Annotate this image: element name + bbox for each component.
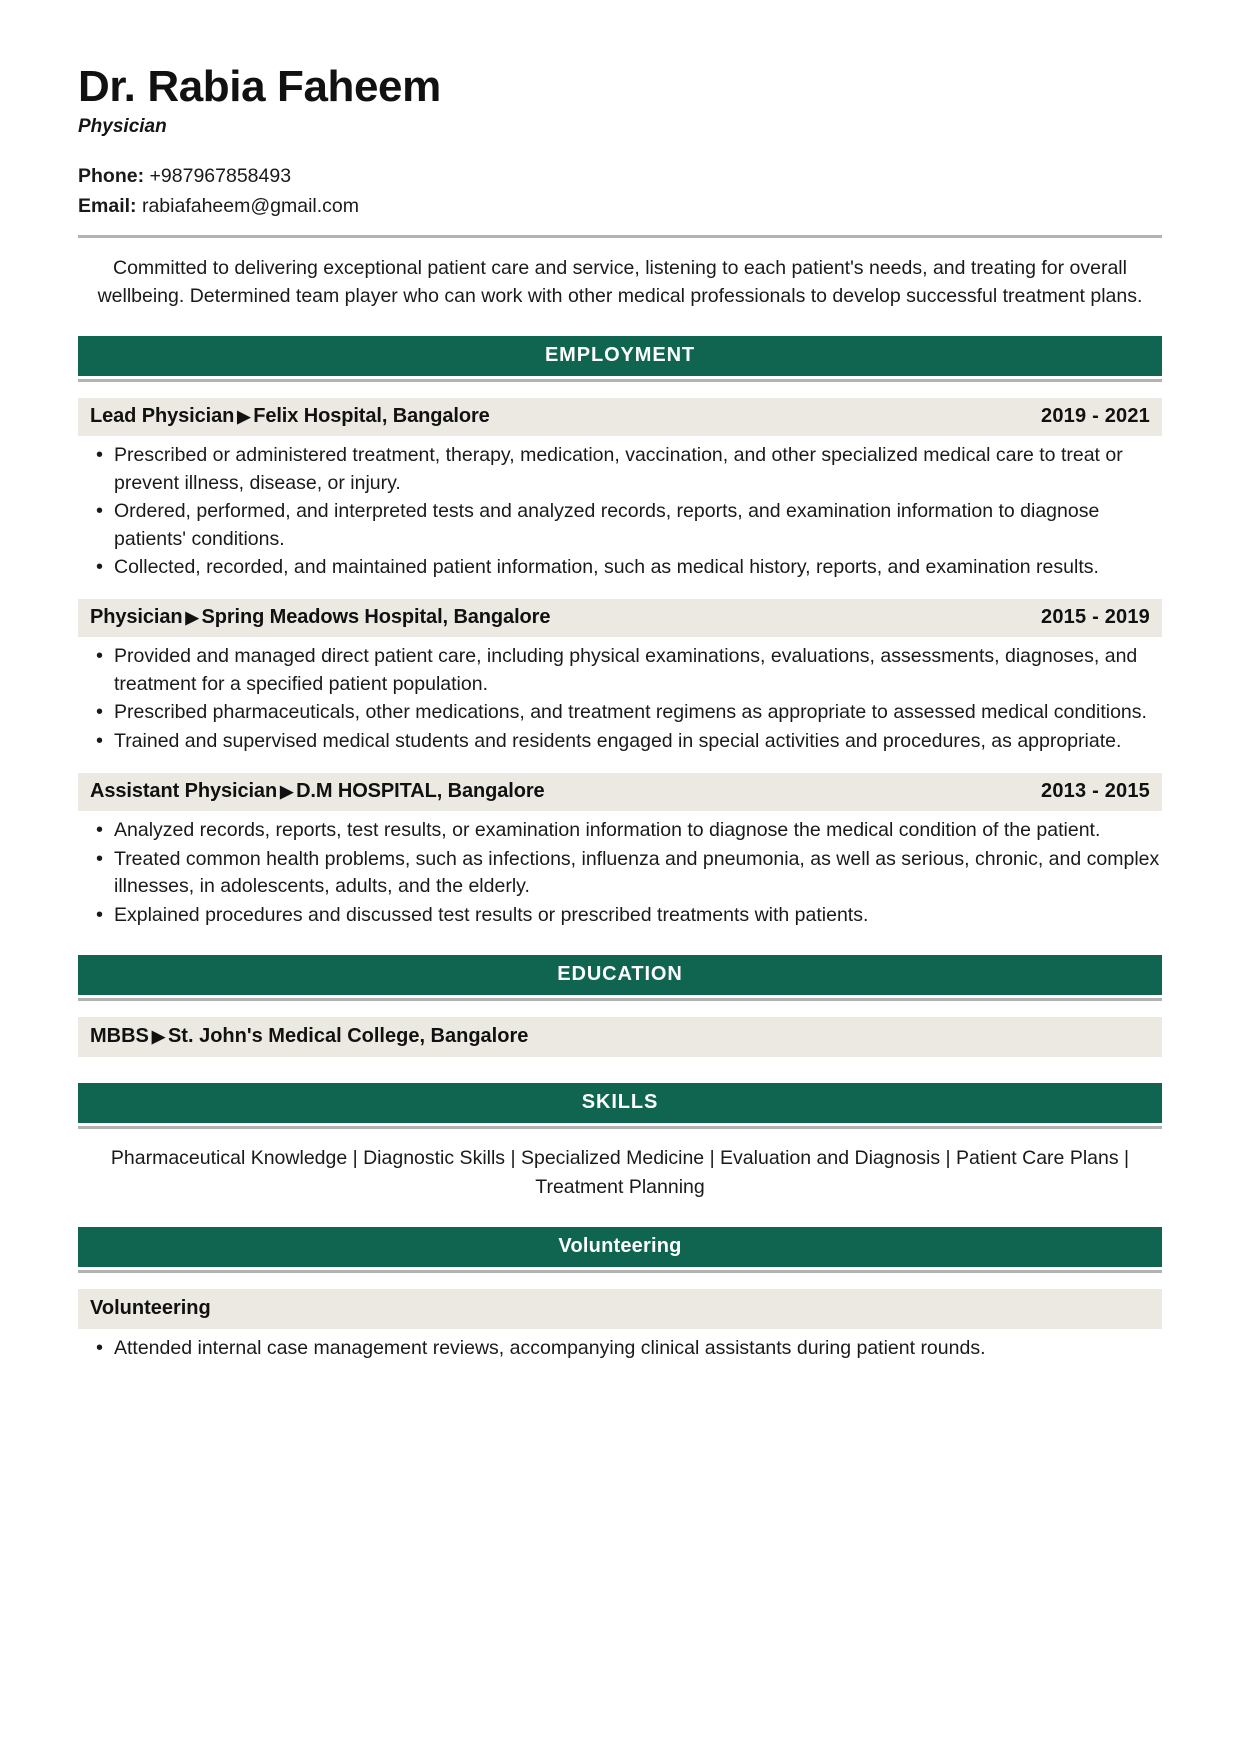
section-underline [78,1126,1162,1129]
triangle-right-icon: ▶ [237,407,251,427]
employment-org: D.M HOSPITAL, Bangalore [296,780,545,803]
list-item: • Explained procedures and discussed test results or prescribed treatments with patients. [78,902,1162,929]
employment-entry-header [78,773,1162,811]
employment-role: Assistant Physician [90,780,278,803]
employment-entry-title [90,606,550,629]
employment-bullet-list [78,442,1162,581]
section-heading-education: EDUCATION [78,955,1162,995]
candidate-name: Dr. Rabia Faheem [78,62,441,111]
phone-label: Phone: [78,165,145,188]
education-institution: St. John's Medical College, Bangalore [167,1025,529,1048]
employment-entry [78,599,1162,755]
employment-role: Lead Physician [90,405,235,428]
section-skills [78,1083,1162,1129]
triangle-right-icon: ▶ [185,608,199,628]
employment-org: Felix Hospital, Bangalore [253,405,490,428]
employment-dates: 2015 - 2019 [1041,606,1150,629]
list-item: • Prescribed pharmaceuticals, other medications, and treatment regimens as appropriate to assessed medical conditions. [78,699,1162,726]
section-heading-employment: EMPLOYMENT [78,336,1162,376]
employment-org: Spring Meadows Hospital, Bangalore [201,606,551,629]
employment-entry [78,398,1162,581]
list-item: • Collected, recorded, and maintained patient information, such as medical history, reports, and examination results. [78,554,1162,581]
section-heading-skills: SKILLS [78,1083,1162,1123]
employment-dates: 2013 - 2015 [1041,780,1150,803]
employment-bullet-list [78,643,1162,755]
section-education [78,955,1162,1001]
employment-entry-header [78,599,1162,637]
candidate-job-title: Physician [78,116,167,138]
phone-line [78,162,1162,192]
section-heading-volunteering: Volunteering [78,1227,1162,1267]
list-item: • Ordered, performed, and interpreted tests and analyzed records, reports, and examination information to diagnose patients' conditions. [78,498,1162,553]
employment-dates: 2019 - 2021 [1041,405,1150,428]
list-item: • Analyzed records, reports, test results, or examination information to diagnose the medical condition of the patient. [78,817,1162,844]
employment-entry-title [90,780,545,803]
section-underline [78,379,1162,382]
phone-value: +987967858493 [149,165,292,188]
header-divider [78,235,1162,238]
section-underline [78,998,1162,1001]
employment-role: Physician [90,606,183,629]
section-volunteering [78,1227,1162,1273]
employment-entry [78,773,1162,929]
list-item: • Provided and managed direct patient care, including physical examinations, evaluations, assessments, diagnoses, and treatment for a specified patient population. [78,643,1162,698]
volunteering-bullet-list [78,1335,1162,1362]
employment-bullet-list [78,817,1162,929]
professional-summary: Committed to delivering exceptional patient care and service, listening to each patient's needs, and treating for overall wellbeing. Determined team player who can work with other medical professionals to develop successful treatment plans. [97,256,1143,307]
contact-block [78,162,1162,221]
list-item: • Treated common health problems, such as infections, influenza and pneumonia, as well as serious, chronic, and complex illnesses, in adolescents, adults, and the elderly. [78,846,1162,901]
education-entry [78,1017,1162,1057]
list-item: • Trained and supervised medical students and residents engaged in special activities and procedures, as appropriate. [78,728,1162,755]
triangle-right-icon: ▶ [151,1027,165,1047]
email-line [78,192,1162,222]
email-label: Email: [78,194,137,217]
section-employment [78,336,1162,382]
section-underline [78,1270,1162,1273]
list-item: • Prescribed or administered treatment, therapy, medication, vaccination, and other specialized medical care to treat or prevent illness, disease, or injury. [78,442,1162,497]
triangle-right-icon: ▶ [280,782,294,802]
employment-entry-header [78,398,1162,436]
list-item: • Attended internal case management reviews, accompanying clinical assistants during patient rounds. [78,1335,1162,1362]
employment-entry-title [90,405,490,428]
volunteering-entry-title: Volunteering [78,1289,1162,1329]
email-value: rabiafaheem@gmail.com [141,194,360,217]
skills-list: Pharmaceutical Knowledge | Diagnostic Skills | Specialized Medicine | Evaluation and Diagnosis | Patient Care Plans | Treatment Planning [110,1147,1130,1198]
education-degree: MBBS [90,1025,149,1048]
resume-header [78,62,1162,222]
